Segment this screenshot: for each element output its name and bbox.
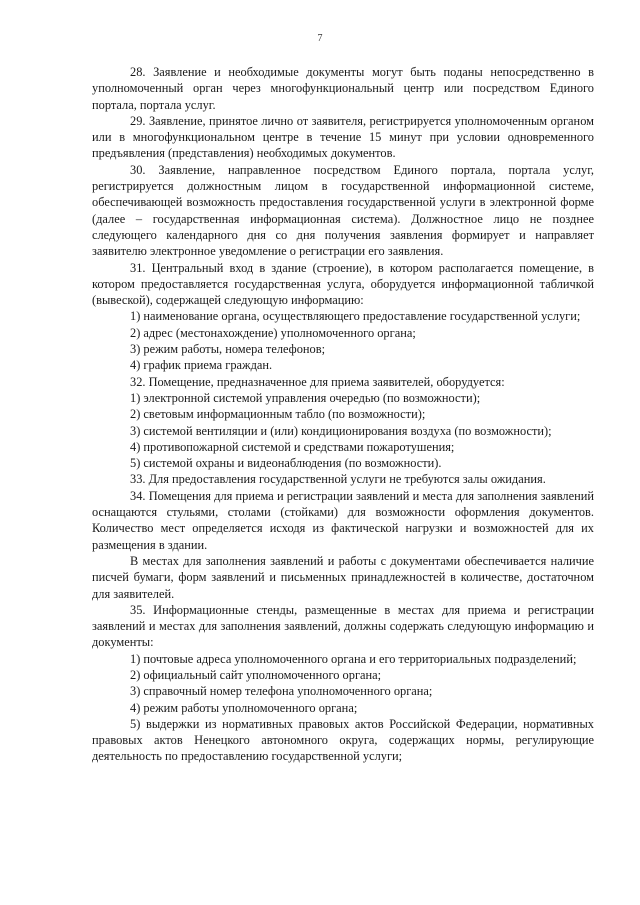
paragraph-28: 28. Заявление и необходимые документы могут быть поданы непосредственно в уполномоченный орган через многофункциональный центр или посредством Единого портала, портала услуг. [92,65,594,112]
list-item: 4) противопожарной системой и средствами пожаротушения; [130,439,455,454]
paragraph-30: 30. Заявление, направленное посредством Единого портала, портала услуг, регистрируется должностным лицом в государственной информационной системе, обеспечивающей возможность предоставления государственной услуги в электронной форме (далее – государственная информационная система). Должностное лицо не позднее следующего календарного дня со дня получения заявления формирует и направляет заявителю электронное уведомление о регистрации его заявления. [92,162,594,259]
list-item: 3) режим работы, номера телефонов; [130,342,326,357]
paragraph-31: 31. Центральный вход в здание (строение), в котором располагается помещение, в котором предоставляется государственная услуга, оборудуется информационной табличкой (вывеской), содержащей следующую информацию: [92,260,594,308]
page-number: 7 [317,33,323,44]
paragraph-32: 32. Помещение, предназначенное для приема заявителей, оборудуется: [130,374,505,389]
list-item: 1) почтовые адреса уполномоченного органа и его территориальных подразделений; [130,651,577,666]
list-item: 3) справочный номер телефона уполномоченного органа; [130,684,433,699]
document-body [92,64,594,765]
list-item: 2) адрес (местонахождение) уполномоченного органа; [130,325,416,340]
paragraph-34: 34. Помещения для приема и регистрации заявлений и места для заполнения заявлений оснащаются стульями, столами (стойками) для возможности оформления документов. Количество мест определяется исходя из фактической нагрузки и возможностей для их размещения в здании. [92,488,594,552]
paragraph-29: 29. Заявление, принятое лично от заявителя, регистрируется уполномоченным органом или в многофункциональном центре в течение 15 минут при условии одновременного предъявления (представления) необходимых документов. [92,113,594,161]
list-item: 5) выдержки из нормативных правовых актов Российской Федерации, нормативных правовых актов Ненецкого автономного округа, содержащих нормы, регулирующие деятельность по предоставлению государственной услуги; [92,716,594,764]
list-item: 3) системой вентиляции и (или) кондиционирования воздуха (по возможности); [130,423,552,438]
list-item: 5) системой охраны и видеонаблюдения (по возможности). [130,456,442,471]
paragraph-34-continued: В местах для заполнения заявлений и работы с документами обеспечивается наличие писчей бумаги, форм заявлений и письменных принадлежностей в количестве, достаточном для заявителей. [92,553,594,601]
list-item: 4) режим работы уполномоченного органа; [130,700,358,715]
list-item: 4) график приема граждан. [130,358,273,373]
list-item: 1) электронной системой управления очередью (по возможности); [130,390,481,405]
list-item: 2) световым информационным табло (по возможности); [130,407,426,422]
list-item: 1) наименование органа, осуществляющего предоставление государственной услуги; [130,309,581,324]
list-item: 2) официальный сайт уполномоченного органа; [130,667,382,682]
paragraph-33: 33. Для предоставления государственной услуги не требуются залы ожидания. [130,472,546,487]
paragraph-35: 35. Информационные стенды, размещенные в местах для приема и регистрации заявлений и местах для заполнения заявлений, должны содержать следующую информацию и документы: [92,602,594,650]
